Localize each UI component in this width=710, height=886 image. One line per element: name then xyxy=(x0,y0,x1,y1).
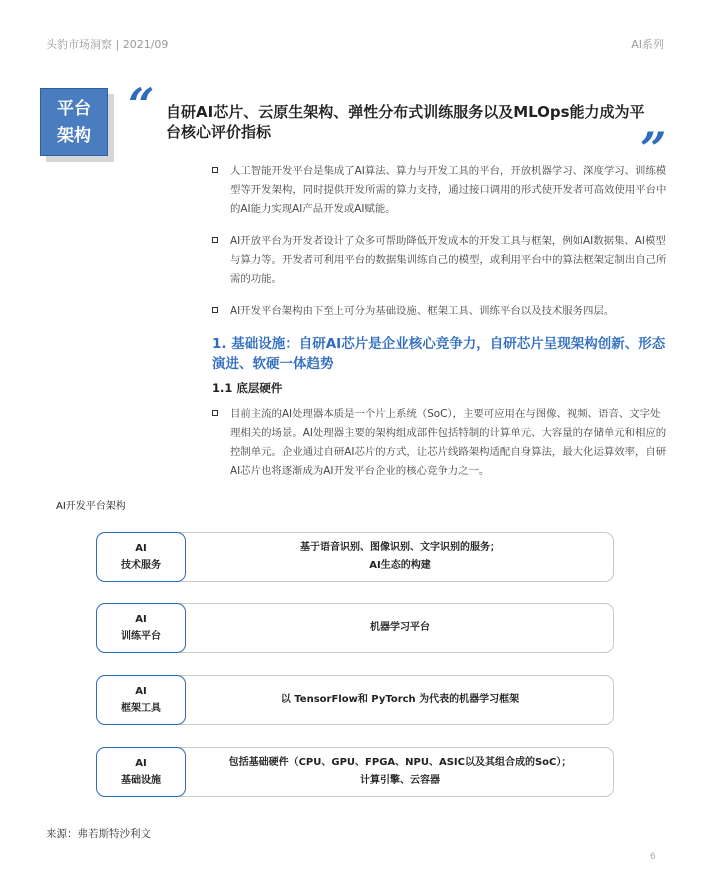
page-title: 自研AI芯片、云原生架构、弹性分布式训练服务以及MLOps能力成为平台核心评价指标 xyxy=(166,103,645,141)
header-right: AI系列 xyxy=(631,38,664,51)
layer-label-line-2: 基础设施 xyxy=(121,775,161,786)
page-number: 6 xyxy=(650,852,656,862)
list-item xyxy=(212,162,668,219)
square-bullet-icon xyxy=(212,237,218,243)
source-note: 来源：弗若斯特沙利文 xyxy=(46,828,151,840)
layer-label xyxy=(96,675,186,725)
layer-label xyxy=(96,532,186,582)
layer-description xyxy=(187,676,613,724)
layer-desc-line-1: 包括基础硬件（CPU、GPU、FPGA、NPU、ASIC以及其组合成的SoC）； xyxy=(228,757,572,768)
intro-bullet-list xyxy=(212,162,668,334)
diagram-title: AI开发平台架构 xyxy=(56,501,126,512)
subsection-heading: 1.1 底层硬件 xyxy=(212,381,283,395)
layer-desc-line-1: 基于语音识别、图像识别、文字识别的服务； xyxy=(300,542,500,553)
layer-desc-line-1: 以 TensorFlow和 PyTorch 为代表的机器学习框架 xyxy=(280,694,520,705)
list-item xyxy=(212,302,668,321)
layer-desc-line-2: 计算引擎、云容器 xyxy=(360,775,440,786)
layer-label-line-2: 训练平台 xyxy=(121,631,161,642)
layer-desc-line-2: AI生态的构建 xyxy=(369,560,431,571)
layer-training-platform xyxy=(96,603,614,653)
badge-line-1: 平台 xyxy=(57,99,91,119)
layer-label xyxy=(96,747,186,797)
layer-label-line-1: AI xyxy=(135,758,147,769)
bullet-text: AI开放平台为开发者设计了众多可帮助降低开发成本的开发工具与框架，例如AI数据集、AI模型与算力等。开发者可利用平台的数据集训练自己的模型，或利用平台中的算法框架定制出自己所需的功能。 xyxy=(230,235,667,285)
layer-label-line-1: AI xyxy=(135,686,147,697)
layer-label-line-1: AI xyxy=(135,543,147,554)
section-bullet-list xyxy=(212,405,668,494)
square-bullet-icon xyxy=(212,167,218,173)
layer-desc-line-1: 机器学习平台 xyxy=(370,622,430,633)
badge-line-2: 架构 xyxy=(57,126,91,146)
layer-label-line-2: 框架工具 xyxy=(121,703,161,714)
layer-description xyxy=(187,533,613,581)
layer-tech-services xyxy=(96,532,614,582)
section-badge xyxy=(40,88,108,156)
layer-label-line-2: 技术服务 xyxy=(121,560,161,571)
layer-framework-tools xyxy=(96,675,614,725)
layer-description xyxy=(187,604,613,652)
section-heading: 1. 基础设施：自研AI芯片是企业核心竞争力，自研芯片呈现架构创新、形态演进、软硬一体趋势 xyxy=(212,336,666,372)
open-quote-icon: “ xyxy=(128,78,155,132)
list-item xyxy=(212,232,668,289)
layer-description xyxy=(187,748,613,796)
list-item xyxy=(212,405,668,481)
header-left: 头豹市场洞察 | 2021/09 xyxy=(46,38,169,51)
layer-infrastructure xyxy=(96,747,614,797)
bullet-text: AI开发平台架构由下至上可分为基础设施、框架工具、训练平台以及技术服务四层。 xyxy=(230,305,615,317)
bullet-text: 人工智能开发平台是集成了AI算法、算力与开发工具的平台，开放机器学习、深度学习、训练模型等开发架构，同时提供开发所需的算力支持，通过接口调用的形式使开发者可高效使用平台中的AI能力实现AI产品开发或AI赋能。 xyxy=(230,165,667,215)
square-bullet-icon xyxy=(212,410,218,416)
layer-label xyxy=(96,603,186,653)
square-bullet-icon xyxy=(212,307,218,313)
close-quote-icon: ” xyxy=(640,122,667,176)
bullet-text: 目前主流的AI处理器本质是一个片上系统（SoC），主要可应用在与图像、视频、语音、文字处理相关的场景。AI处理器主要的架构组成部件包括特制的计算单元、大容量的存储单元和相应的控制单元。企业通过自研AI芯片的方式，让芯片线路架构适配自身算法，最大化运算效率，自研AI芯片也将逐渐成为AI开发平台企业的核心竞争力之一。 xyxy=(230,408,667,477)
layer-label-line-1: AI xyxy=(135,614,147,625)
